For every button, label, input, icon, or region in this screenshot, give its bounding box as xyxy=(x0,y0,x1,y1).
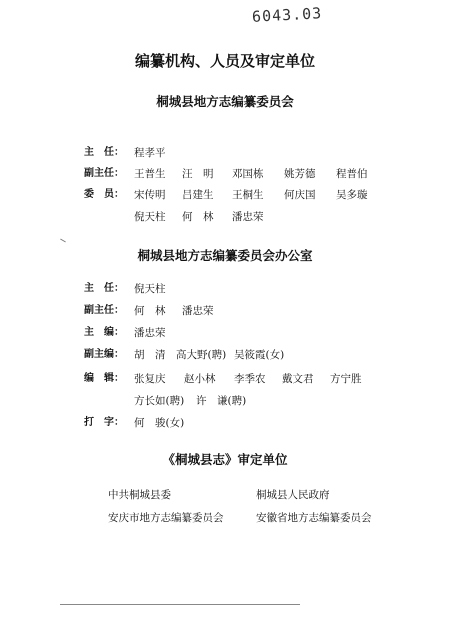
person-name: 程普伯 xyxy=(336,168,368,180)
person-name: 何庆国 xyxy=(284,189,316,201)
person-name: 张复庆 xyxy=(134,373,166,385)
person-name: 汪 明 xyxy=(182,168,214,180)
handwritten-note: 6043.03 xyxy=(251,4,323,26)
person-name: 吴多璇 xyxy=(336,189,368,201)
row-label: 委 员： xyxy=(84,189,124,200)
page-title: 编纂机构、人员及审定单位 xyxy=(134,52,315,70)
committee-heading: 桐城县地方志编纂委员会 xyxy=(156,94,294,109)
person-name: 许 谦(聘) xyxy=(196,395,247,407)
person-name: 宋传明 xyxy=(134,189,166,201)
person-name: 何 骏(女) xyxy=(134,417,185,429)
review-unit: 安庆市地方志编纂委员会 xyxy=(108,512,224,524)
person-name: 王普生 xyxy=(134,168,166,180)
row-label: 主 任： xyxy=(84,283,124,294)
person-name: 邓国栋 xyxy=(232,168,264,180)
review-unit: 桐城县人民政府 xyxy=(256,489,330,501)
row-label: 主 编： xyxy=(84,327,124,338)
row-label: 副主任： xyxy=(84,168,124,179)
row-label: 主 任： xyxy=(84,147,124,158)
person-name: 潘忠荣 xyxy=(232,211,264,223)
person-name: 高大野(聘) xyxy=(176,349,227,361)
scan-edge-line xyxy=(60,604,300,605)
row-label: 编 辑： xyxy=(84,373,124,384)
person-name: 倪天柱 xyxy=(134,283,166,295)
person-name: 李季农 xyxy=(234,373,266,385)
person-name: 倪天柱 xyxy=(134,211,166,223)
person-name: 赵小林 xyxy=(184,373,216,385)
person-name: 程孝平 xyxy=(134,147,166,159)
person-name: 方长如(聘) xyxy=(134,395,185,407)
person-name: 方宁胜 xyxy=(330,373,362,385)
person-name: 潘忠荣 xyxy=(182,305,214,317)
person-name: 王桐生 xyxy=(232,189,264,201)
person-name: 胡 清 xyxy=(134,349,166,361)
review-unit: 中共桐城县委 xyxy=(108,489,171,501)
office-heading: 桐城县地方志编纂委员会办公室 xyxy=(137,248,313,263)
row-label: 打 字： xyxy=(84,417,124,428)
person-name: 何 林 xyxy=(134,305,166,317)
person-name: 吕建生 xyxy=(182,189,214,201)
person-name: 戴文君 xyxy=(282,373,314,385)
row-label: 副主编： xyxy=(84,349,124,360)
person-name: 潘忠荣 xyxy=(134,327,166,339)
row-label: 副主任： xyxy=(84,305,124,316)
person-name: 吴筱霞(女) xyxy=(234,349,285,361)
review-unit: 安徽省地方志编纂委员会 xyxy=(256,512,372,524)
scan-mark xyxy=(60,239,66,243)
person-name: 何 林 xyxy=(182,211,214,223)
person-name: 姚芳德 xyxy=(284,168,316,180)
review-heading: 《桐城县志》审定单位 xyxy=(162,452,288,467)
